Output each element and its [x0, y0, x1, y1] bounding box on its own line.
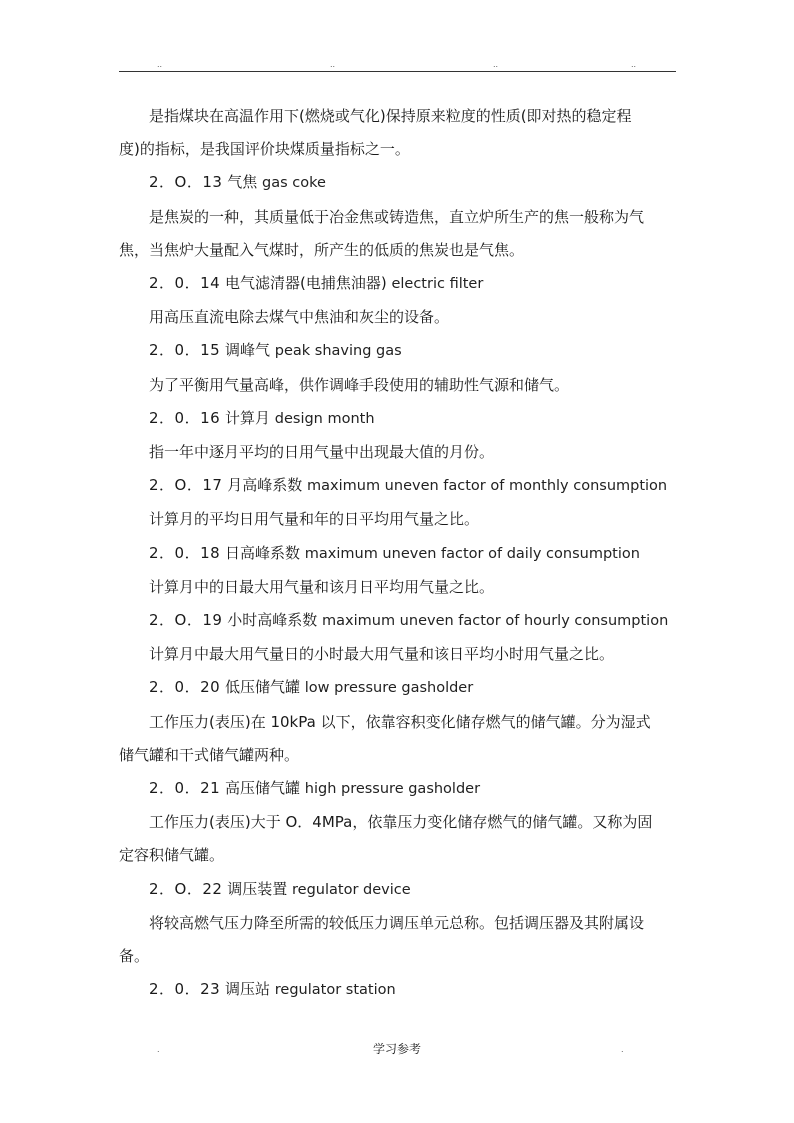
term-english: peak shaving gas — [274, 343, 402, 360]
term-definition-line-2: 定容积储气罐。 — [119, 846, 225, 865]
term-number: 2．0．18 — [149, 543, 221, 562]
term-english: electric filter — [391, 276, 484, 293]
page-footer — [0, 1040, 794, 1060]
header-mark-4: .. — [631, 60, 637, 69]
term-definition-line-1: 计算月中的日最大用气量和该月日平均用气量之比。 — [149, 577, 495, 596]
term-chinese: 日高峰系数 — [224, 543, 300, 562]
term-definition-line-2: 焦，当焦炉大量配入气煤时，所产生的低质的焦炭也是气焦。 — [119, 240, 525, 259]
term-heading — [119, 267, 681, 301]
term-definition-line-1: 工作压力(表压)大于 O．4MPa，依靠压力变化储存燃气的储气罐。又称为固 — [149, 813, 653, 832]
term-number: 2．0．23 — [149, 980, 221, 999]
term-heading — [119, 537, 681, 571]
term-number: 2．0．21 — [149, 779, 221, 798]
term-heading — [119, 166, 681, 200]
header-mark-2: .. — [330, 60, 336, 69]
term-heading — [119, 334, 681, 368]
intro-paragraph-line-2: 度)的指标，是我国评价块煤质量指标之一。 — [119, 140, 410, 159]
term-english: maximum uneven factor of monthly consumption — [307, 478, 668, 495]
term-number: 2．0．14 — [149, 274, 221, 293]
document-body — [119, 100, 681, 1007]
term-english: design month — [274, 410, 375, 427]
term-definition-line-1: 是焦炭的一种，其质量低于冶金焦或铸造焦，直立炉所生产的焦一般称为气 — [149, 207, 645, 226]
term-number: 2．0．20 — [149, 678, 221, 697]
term-heading — [119, 402, 681, 436]
term-chinese: 电气滤清器(电捕焦油器) — [224, 274, 387, 293]
term-definition-line-1: 为了平衡用气量高峰，供作调峰手段使用的辅助性气源和储气。 — [149, 375, 570, 394]
term-definition-line-1: 计算月中最大用气量日的小时最大用气量和该日平均小时用气量之比。 — [149, 645, 615, 664]
term-english: high pressure gasholder — [304, 781, 481, 798]
term-english: regulator device — [292, 881, 411, 898]
term-heading — [119, 973, 681, 1007]
header-rule — [119, 71, 676, 72]
term-chinese: 调压站 — [224, 980, 270, 999]
header-mark-3: .. — [493, 60, 499, 69]
term-english: maximum uneven factor of hourly consumption — [322, 613, 669, 630]
term-number: 2．0．15 — [149, 341, 221, 360]
term-chinese: 小时高峰系数 — [227, 611, 318, 630]
term-english: maximum uneven factor of daily consumption — [304, 545, 640, 562]
term-chinese: 气焦 — [227, 173, 258, 192]
term-english: gas coke — [262, 175, 326, 192]
term-number: 2．O．22 — [149, 879, 223, 898]
term-number: 2．O．19 — [149, 611, 223, 630]
term-number: 2．O．17 — [149, 476, 223, 495]
term-chinese: 调压装置 — [227, 879, 288, 898]
term-definition-line-2: 储气罐和干式储气罐两种。 — [119, 745, 300, 764]
term-heading — [119, 469, 681, 503]
intro-paragraph-line-1: 是指煤块在高温作用下(燃烧或气化)保持原来粒度的性质(即对热的稳定程 — [149, 107, 632, 125]
term-number: 2．O．13 — [149, 173, 223, 192]
header-mark-1: .. — [157, 60, 163, 69]
term-chinese: 月高峰系数 — [227, 476, 303, 495]
term-definition-line-1: 将较高燃气压力降至所需的较低压力调压单元总称。包括调压器及其附属设 — [149, 913, 645, 932]
term-definition-line-1: 用高压直流电除去煤气中焦油和灰尘的设备。 — [149, 308, 450, 327]
term-definition-line-1: 计算月的平均日用气量和年的日平均用气量之比。 — [149, 510, 480, 529]
term-definition-line-1: 工作压力(表压)在 10kPa 以下，依靠容积变化储存燃气的储气罐。分为湿式 — [149, 712, 651, 731]
footer-left-mark: . — [157, 1045, 160, 1054]
term-number: 2．0．16 — [149, 408, 221, 427]
term-chinese: 调峰气 — [224, 341, 270, 360]
term-heading — [119, 604, 681, 638]
term-definition-line-1: 指一年中逐月平均的日用气量中出现最大值的月份。 — [149, 443, 495, 462]
term-heading — [119, 671, 681, 705]
term-english: low pressure gasholder — [304, 680, 474, 697]
term-chinese: 低压储气罐 — [224, 678, 300, 697]
footer-right-mark: . — [621, 1045, 624, 1054]
footer-label: 学习参考 — [372, 1042, 421, 1056]
term-heading — [119, 873, 681, 907]
term-chinese: 高压储气罐 — [224, 779, 300, 798]
term-chinese: 计算月 — [224, 408, 270, 427]
term-heading — [119, 772, 681, 806]
term-english: regulator station — [274, 982, 396, 999]
term-definition-line-2: 备。 — [119, 947, 150, 966]
